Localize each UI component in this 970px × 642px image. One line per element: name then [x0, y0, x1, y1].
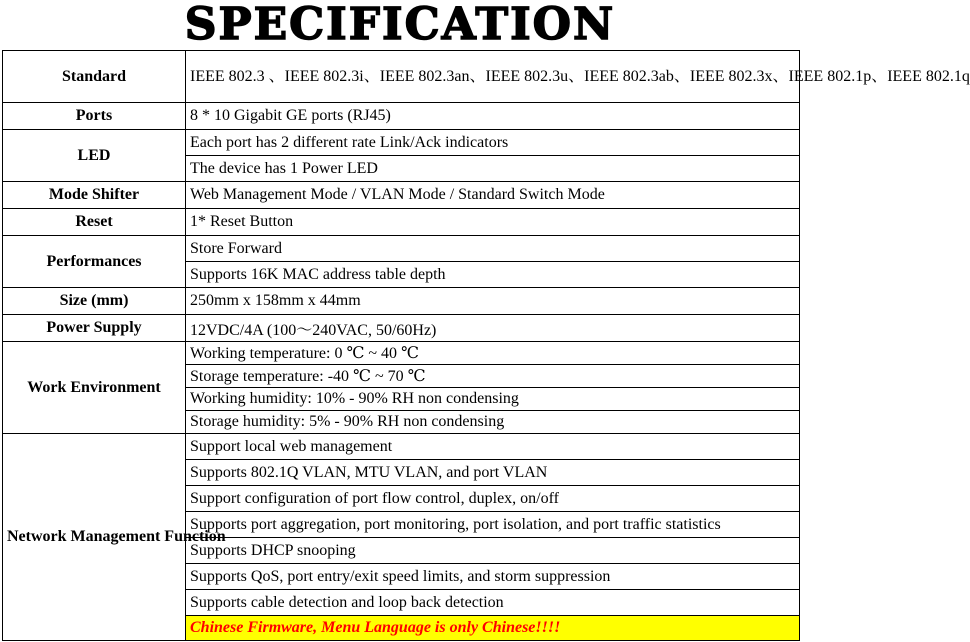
row-label-performances: Performances: [3, 236, 186, 288]
row-value-network-management-6: Supports QoS, port entry/exit speed limits, and storm suppression: [186, 564, 800, 590]
row-value-network-management-1: Support local web management: [186, 434, 800, 460]
row-value-work-environment-4: Storage humidity: 5% - 90% RH non condensing: [186, 411, 800, 434]
row-value-network-management-7: Supports cable detection and loop back detection: [186, 590, 800, 616]
row-value-network-management-2: Supports 802.1Q VLAN, MTU VLAN, and port VLAN: [186, 460, 800, 486]
row-label-mode-shifter: Mode Shifter: [3, 182, 186, 209]
row-value-performances-1: Store Forward: [186, 236, 800, 262]
row-value-performances-2: Supports 16K MAC address table depth: [186, 262, 800, 288]
table-row: [3, 315, 800, 342]
row-value-led-2: The device has 1 Power LED: [186, 156, 800, 182]
row-value-mode-shifter: Web Management Mode / VLAN Mode / Standard Switch Mode: [186, 182, 800, 209]
row-label-work-environment: Work Environment: [3, 342, 186, 434]
row-value-work-environment-2: Storage temperature: -40 ℃ ~ 70 ℃: [186, 365, 800, 388]
row-value-ports: 8 * 10 Gigabit GE ports (RJ45): [186, 103, 800, 130]
row-label-led: LED: [3, 130, 186, 182]
row-value-reset: 1* Reset Button: [186, 209, 800, 236]
spec-table: [2, 50, 970, 641]
table-row: [3, 342, 800, 365]
row-label-network-management: Network Management Function: [3, 434, 186, 641]
table-row: [3, 103, 800, 130]
row-value-network-management-4: Supports port aggregation, port monitoring, port isolation, and port traffic statistics: [186, 512, 800, 538]
row-value-power-supply: 12VDC/4A (100～240VAC, 50/60Hz): [186, 315, 800, 342]
row-value-work-environment-3: Working humidity: 10% - 90% RH non condensing: [186, 388, 800, 411]
row-value-size: 250mm x 158mm x 44mm: [186, 288, 800, 315]
table-row: [3, 236, 800, 262]
row-label-standard: Standard: [3, 51, 186, 103]
row-label-power-supply: Power Supply: [3, 315, 186, 342]
table-row: [3, 130, 800, 156]
row-label-reset: Reset: [3, 209, 186, 236]
table-row: [3, 209, 800, 236]
row-value-work-environment-1: Working temperature: 0 ℃ ~ 40 ℃: [186, 342, 800, 365]
table-row: [3, 182, 800, 209]
row-value-network-management-3: Support configuration of port flow control, duplex, on/off: [186, 486, 800, 512]
row-label-size: Size (mm): [3, 288, 186, 315]
page-title: SPECIFICATION: [184, 0, 616, 50]
row-value-led-1: Each port has 2 different rate Link/Ack indicators: [186, 130, 800, 156]
table-row: [3, 434, 800, 460]
row-value-network-management-5: Supports DHCP snooping: [186, 538, 800, 564]
table-row: [3, 288, 800, 315]
firmware-notice: Chinese Firmware, Menu Language is only Chinese!!!!: [186, 616, 800, 641]
table-row: [3, 51, 800, 103]
row-value-standard: IEEE 802.3 、IEEE 802.3i、IEEE 802.3an、IEEE 802.3u、IEEE 802.3ab、IEEE 802.3x、IEEE 802.1p、IEEE 802.1q: [186, 51, 800, 103]
row-label-ports: Ports: [3, 103, 186, 130]
